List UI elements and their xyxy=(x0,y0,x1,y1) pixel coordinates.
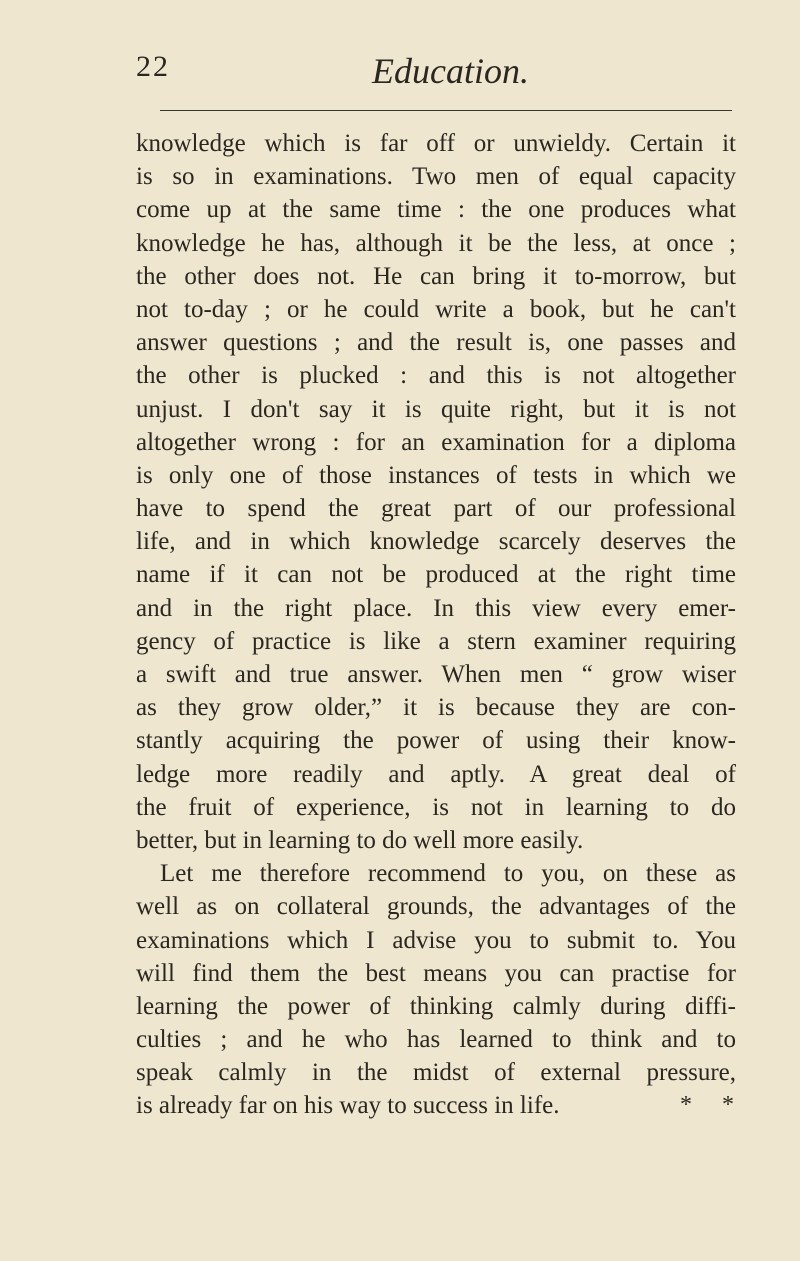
text-line: the fruit of experience, is not in learning to do xyxy=(136,793,736,821)
text-line: knowledge which is far off or unwieldy. Certain it xyxy=(136,130,736,157)
final-line xyxy=(136,1089,736,1122)
text-line: a swift and true answer. When men “ grow wiser xyxy=(136,661,736,688)
page-number: 22 xyxy=(136,50,170,83)
text-line: learning the power of thinking calmly during diffi- xyxy=(136,992,736,1020)
page-header xyxy=(136,50,736,100)
asterisk-mark: * xyxy=(722,1092,734,1119)
text-line: is so in examinations. Two men of equal capacity xyxy=(136,163,736,191)
text-line: have to spend the great part of our professional xyxy=(136,495,736,523)
text-line: come up at the same time : the one produces what xyxy=(136,196,736,224)
paragraph-2 xyxy=(136,857,736,1123)
text-line: altogether wrong : for an examination for a diploma xyxy=(136,428,736,456)
text-line: answer questions ; and the result is, one passes and xyxy=(136,329,736,357)
text-line: speak calmly in the midst of external pressure, xyxy=(136,1059,736,1087)
text-line: gency of practice is like a stern examiner requiring xyxy=(136,627,736,655)
running-title: Education. xyxy=(372,51,529,91)
text-line: the other does not. He can bring it to-morrow, but xyxy=(136,262,736,290)
text-line: not to-day ; or he could write a book, but he can't xyxy=(136,295,736,323)
text-line: knowledge he has, although it be the less, at once ; xyxy=(136,229,736,257)
text-line: unjust. I don't say it is quite right, but it is not xyxy=(136,395,736,423)
text-line: as they grow older,” it is because they are con- xyxy=(136,694,736,722)
text-line: life, and in which knowledge scarcely deserves the xyxy=(136,528,736,556)
text-line: culties ; and he who has learned to think and to xyxy=(136,1026,736,1054)
header-rule xyxy=(160,110,732,111)
text-line: ledge more readily and aptly. A great deal of xyxy=(136,760,736,788)
text-line: and in the right place. In this view every emer- xyxy=(136,594,736,622)
text-line: better, but in learning to do well more easily. xyxy=(136,826,584,854)
paragraph-1 xyxy=(136,127,736,857)
text-line: the other is plucked : and this is not altogether xyxy=(136,362,736,390)
section-marks xyxy=(680,1089,736,1122)
asterisk-mark: * xyxy=(680,1092,692,1119)
body-text xyxy=(136,127,736,1123)
text-line: name if it can not be produced at the right time xyxy=(136,561,736,589)
text-line: Let me therefore recommend to you, on these as xyxy=(160,860,736,888)
text-line: stantly acquiring the power of using their know- xyxy=(136,727,736,755)
text-line: is already far on his way to success in life. xyxy=(136,1092,560,1120)
text-line: is only one of those instances of tests in which we xyxy=(136,461,736,489)
text-line: will find them the best means you can practise for xyxy=(136,959,736,987)
text-line: examinations which I advise you to submit to. You xyxy=(136,926,736,954)
text-line: well as on collateral grounds, the advantages of the xyxy=(136,893,736,921)
